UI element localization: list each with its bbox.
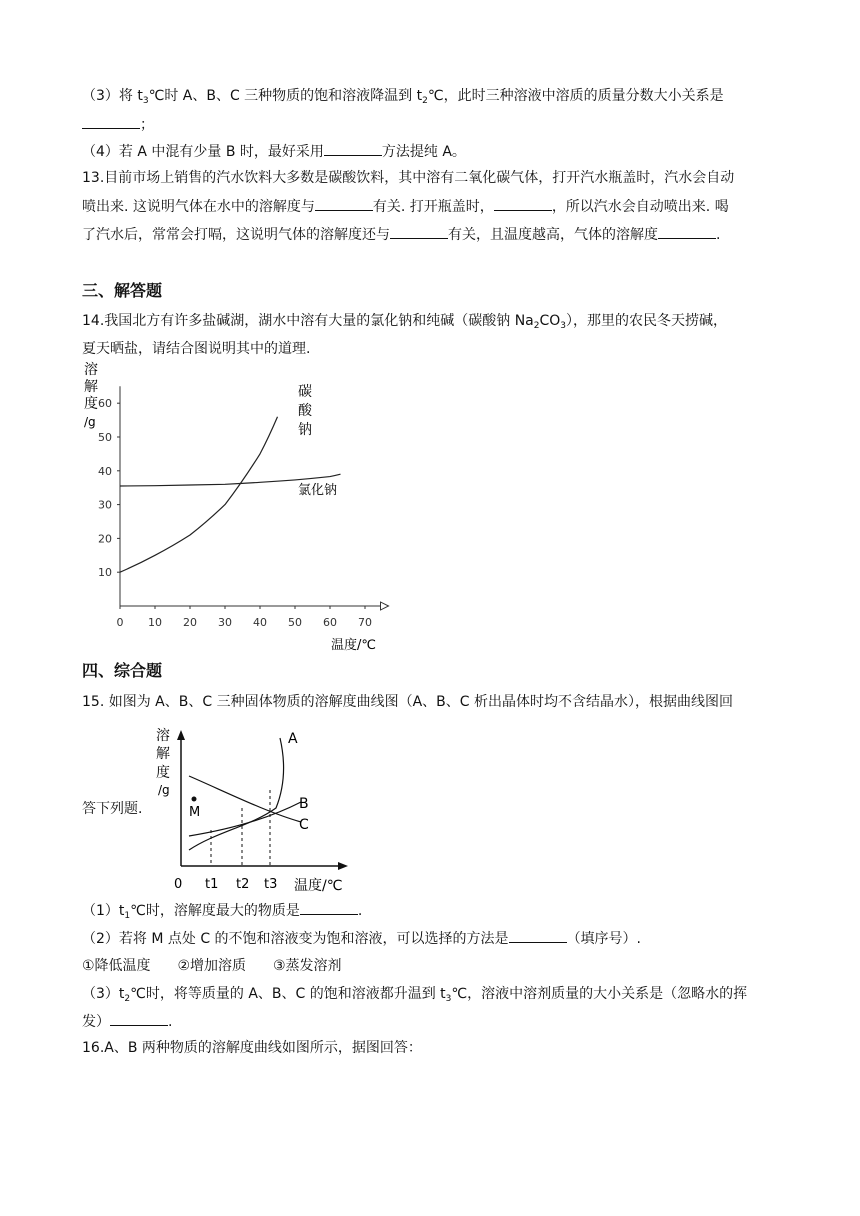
q12-part3-line2: ； — [82, 114, 154, 135]
x-tick-label: 40 — [253, 616, 267, 629]
q15-options — [82, 956, 342, 976]
label-b: B — [299, 796, 309, 812]
section-heading-4: 四、综合题 — [82, 661, 163, 680]
series-label-chloride: 氯化钠 — [298, 483, 338, 498]
option-2: ②增加溶质 — [177, 958, 247, 974]
q12-part3-line1: （3）将 $t_3℃$时 A、B、C 三种物质的饱和溶液降温到 $t_2℃$，此时三种溶液中溶质的质量分数大小关系是 — [82, 88, 724, 106]
y-tick-label: 60 — [98, 397, 112, 411]
option-1: ①降低温度 — [82, 958, 151, 974]
y-axis-label: 溶 — [156, 728, 170, 744]
x-tick-label: 20 — [183, 616, 197, 629]
y-tick-label: 20 — [98, 532, 112, 546]
x-tick-label: 70 — [358, 616, 372, 629]
x-axis-arrow — [338, 862, 348, 870]
tick-t1: t1 — [205, 877, 219, 892]
q12-part4: （4）若 A 中混有少量 B 时，最好采用 方法提纯 A。 — [82, 141, 466, 162]
label-c: C — [299, 817, 309, 833]
y-axis-label: 度 — [84, 396, 98, 412]
answer-blank[interactable] — [509, 928, 567, 943]
y-axis-label: 解 — [156, 746, 170, 762]
x-tick-label: 0 — [116, 616, 124, 629]
answer-blank[interactable] — [300, 900, 358, 915]
answer-blank[interactable] — [324, 141, 382, 156]
series-label-carbonate: 碳 — [298, 384, 312, 400]
option-3: ③蒸发溶剂 — [272, 958, 342, 974]
q13-line2: 喷出来. 这说明气体在水中的溶解度与 有关. 打开瓶盖时， ，所以汽水会自动喷出来. 喝 — [82, 196, 729, 217]
q15-part3-line1: $(3)t_2℃$时，将等质量的 A、B、C 的饱和溶液都升温到 $t_3℃$，溶液中溶剂质量的大小关系是（忽略水的挥 — [82, 986, 748, 1004]
q13-line3: 了汽水后，常常会打嗝，这说明气体的溶解度还与 有关，且温度越高，气体的溶解度 . — [82, 224, 720, 245]
tick-t3: t3 — [264, 877, 278, 892]
series-label-carbonate: 钠 — [298, 422, 312, 438]
q15-part2: （2）若将 M 点处 C 的不饱和溶液变为饱和溶液，可以选择的方法是 （填序号）. — [82, 928, 641, 949]
answer-blank[interactable] — [110, 1011, 168, 1026]
solubility-chart-abc — [156, 724, 356, 894]
answer-blank[interactable] — [82, 114, 140, 129]
q15-part1: $(1)t_1℃$时，溶解度最大的物质是 . — [82, 900, 362, 921]
q14-line1: 14.我国北方有许多盐碱湖，湖水中溶有大量的氯化钠和纯碱（碳酸钠 $Na_2CO_3$），那里的农民冬天捞碱， — [82, 313, 728, 331]
x-axis-label: 温度/℃ — [331, 638, 376, 653]
curve-b — [189, 802, 301, 836]
q14-line2: 夏天晒盐，请结合图说明其中的道理. — [82, 341, 311, 357]
answer-blank[interactable] — [658, 224, 716, 239]
tick-t2: t2 — [236, 877, 250, 892]
answer-blank[interactable] — [390, 224, 448, 239]
y-axis-label: 溶 — [84, 362, 98, 378]
origin-label: 0 — [174, 877, 183, 892]
y-axis-arrow — [177, 730, 185, 740]
q13-line1: 13.目前市场上销售的汽水饮料大多数是碳酸饮料，其中溶有二氧化碳气体，打开汽水瓶盖时，汽水会自动 — [82, 170, 735, 186]
q16-line: 16.A、B 两种物质的溶解度曲线如图所示，据图回答： — [82, 1040, 422, 1056]
y-axis-label: /g — [158, 783, 170, 797]
x-tick-label: 10 — [148, 616, 162, 629]
y-tick-label: 30 — [98, 498, 112, 512]
section-heading-3: 三、解答题 — [82, 281, 163, 300]
answer-blank[interactable] — [494, 196, 552, 211]
x-tick-label: 30 — [218, 616, 232, 629]
series-line-carbonate — [120, 417, 278, 572]
answer-blank[interactable] — [315, 196, 373, 211]
label-a: A — [288, 731, 298, 747]
x-axis-label: 温度/℃ — [294, 878, 343, 894]
x-tick-label: 60 — [323, 616, 337, 629]
y-tick-label: 10 — [98, 566, 112, 580]
q15-line1: 15. 如图为 A、B、C 三种固体物质的溶解度曲线图（A、B、C 析出晶体时均不含结晶水），根据曲线图回 — [82, 694, 733, 710]
point-m — [192, 797, 197, 802]
y-tick-label: 40 — [98, 464, 112, 478]
q15-line2: 答下列题. — [82, 801, 143, 817]
y-axis-label: 解 — [84, 379, 98, 395]
y-axis-label: 度 — [156, 765, 170, 781]
solubility-chart-nacl-na2co3 — [76, 360, 406, 660]
y-tick-label: 50 — [98, 431, 112, 444]
x-tick-label: 50 — [288, 616, 302, 629]
q15-part3-line2: 发） . — [82, 1011, 172, 1032]
label-m: M — [189, 805, 201, 820]
y-axis-label: /g — [84, 415, 96, 429]
series-label-carbonate: 酸 — [298, 403, 312, 419]
curve-c — [189, 776, 301, 822]
x-axis-arrow — [381, 602, 389, 610]
